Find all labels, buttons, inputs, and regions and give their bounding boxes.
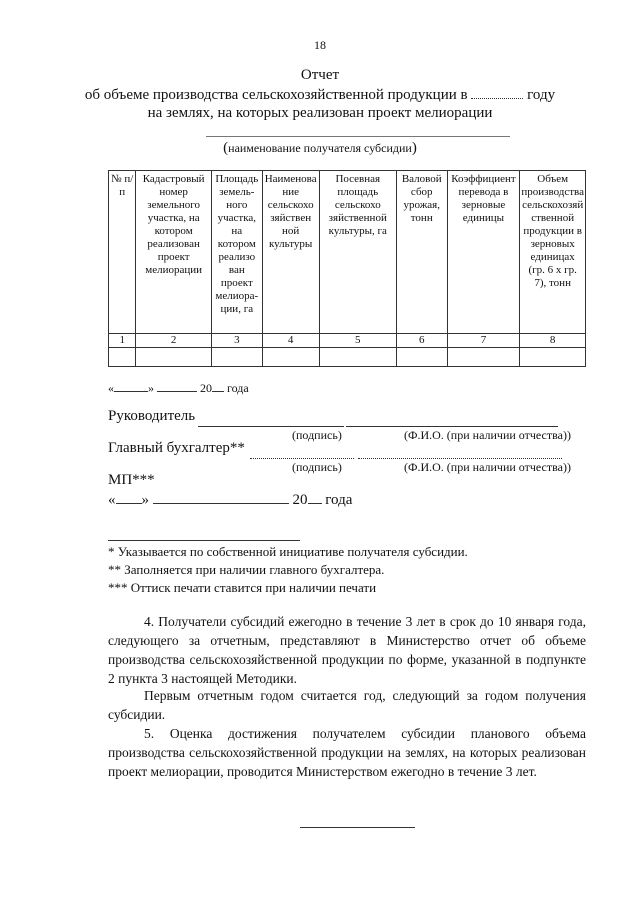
report-date-line bbox=[108, 381, 249, 396]
year-blank bbox=[471, 85, 523, 99]
report-table bbox=[108, 170, 586, 367]
accountant-label: Главный бухгалтер** bbox=[108, 440, 245, 456]
day-blank bbox=[116, 491, 142, 504]
document-end-line bbox=[300, 827, 415, 828]
paragraph-item-4 bbox=[108, 612, 586, 688]
footnote-separator bbox=[108, 540, 300, 541]
head-signature-line bbox=[198, 426, 344, 427]
table-number-row bbox=[109, 334, 586, 348]
year-blank bbox=[212, 381, 224, 392]
table-empty-cell bbox=[319, 348, 396, 367]
head-signature-caption: (подпись) bbox=[292, 428, 342, 442]
footnote: ** Заполняется при наличии главного бухгалтера. bbox=[108, 562, 385, 577]
head-name-line bbox=[346, 426, 558, 427]
year-blank bbox=[308, 491, 322, 504]
table-number-cell: 8 bbox=[520, 334, 586, 348]
table-empty-cell bbox=[447, 348, 520, 367]
quote-open: « bbox=[108, 492, 116, 508]
year-word: года bbox=[227, 381, 249, 395]
recipient-caption: (наименование получателя субсидии) bbox=[223, 140, 417, 156]
table-header-cell: № п/п bbox=[109, 171, 136, 334]
accountant-signature-caption: (подпись) bbox=[292, 460, 342, 474]
head-label: Руководитель bbox=[108, 408, 196, 424]
year-prefix: 20 bbox=[292, 492, 308, 508]
table-number-cell: 3 bbox=[211, 334, 262, 348]
table-empty-cell bbox=[396, 348, 447, 367]
table-header-cell: Посевная площадь сельскохо зяйственной культуры, га bbox=[319, 171, 396, 334]
table-header-cell: Кадастровый номер земельного участка, на котором реализован проект мелиорации bbox=[136, 171, 212, 334]
year-prefix: 20 bbox=[200, 381, 212, 395]
quote-close: » bbox=[148, 381, 154, 395]
signature-date-line bbox=[108, 491, 352, 509]
quote-open: « bbox=[108, 381, 114, 395]
report-title: Отчет bbox=[300, 67, 340, 83]
footnote: * Указывается по собственной инициативе получателя субсидии. bbox=[108, 544, 468, 559]
table-empty-cell bbox=[211, 348, 262, 367]
quote-close: » bbox=[141, 492, 149, 508]
month-blank bbox=[157, 381, 197, 392]
paragraph-first-year bbox=[108, 686, 586, 724]
accountant-name-caption: (Ф.И.О. (при наличии отчества)) bbox=[404, 460, 571, 474]
table-header-cell: Наименова ние сельскохо зяйствен ной культуры bbox=[262, 171, 319, 334]
table-number-cell: 6 bbox=[396, 334, 447, 348]
subtitle-year-word: году bbox=[527, 87, 556, 103]
table-header-cell: Объем производства сельскохозяй ственной продукции в зерновых единицах (гр. 6 х гр. 7), тонн bbox=[520, 171, 586, 334]
paragraph-text: 4. Получатели субсидий ежегодно в течение 3 лет в срок до 10 января года, следующего за отчетным, представляют в Министерство отчет об объеме производства сельскохозяйственной продукции по форме, указанной в подпункте 2 пункта 3 настоящей Методики. bbox=[108, 614, 586, 686]
accountant-signature-line bbox=[250, 458, 354, 459]
table-empty-row bbox=[109, 348, 586, 367]
page-number: 18 bbox=[314, 38, 326, 52]
table-empty-cell bbox=[520, 348, 586, 367]
table-number-cell: 2 bbox=[136, 334, 212, 348]
table-header-cell: Площадь земель-ного участка, на котором реализо ван проект мелиора-ции, га bbox=[211, 171, 262, 334]
table-empty-cell bbox=[109, 348, 136, 367]
accountant-name-line bbox=[358, 458, 562, 459]
stamp-label: МП*** bbox=[108, 472, 155, 488]
report-subtitle-line2: на землях, на которых реализован проект мелиорации bbox=[147, 105, 493, 121]
head-name-caption: (Ф.И.О. (при наличии отчества)) bbox=[404, 428, 571, 442]
recipient-name-line bbox=[206, 136, 510, 137]
month-blank bbox=[153, 491, 289, 504]
subtitle-text: об объеме производства сельскохозяйственной продукции в bbox=[84, 87, 468, 103]
table-empty-cell bbox=[136, 348, 212, 367]
table-header-cell: Валовой сбор урожая, тонн bbox=[396, 171, 447, 334]
paragraph-text: 5. Оценка достижения получателем субсидии планового объема производства сельскохозяйственной продукции на землях, на которых реализован проект мелиорации, проводится Министерством ежегодно в течение 3 лет. bbox=[108, 726, 586, 779]
paragraph-item-5 bbox=[108, 724, 586, 781]
table-number-cell: 4 bbox=[262, 334, 319, 348]
table-number-cell: 1 bbox=[109, 334, 136, 348]
footnote: *** Оттиск печати ставится при наличии печати bbox=[108, 580, 377, 595]
table-header-row bbox=[109, 171, 586, 334]
table-number-cell: 5 bbox=[319, 334, 396, 348]
recipient-caption-text: наименование получателя субсидии bbox=[228, 141, 412, 155]
year-word: года bbox=[325, 492, 353, 508]
report-subtitle bbox=[0, 85, 640, 104]
day-blank bbox=[114, 381, 148, 392]
table-empty-cell bbox=[262, 348, 319, 367]
table-number-cell: 7 bbox=[447, 334, 520, 348]
table-header-cell: Коэффициент перевода в зерновые единицы bbox=[447, 171, 520, 334]
paragraph-text: Первым отчетным годом считается год, следующий за годом получения субсидии. bbox=[108, 688, 586, 722]
